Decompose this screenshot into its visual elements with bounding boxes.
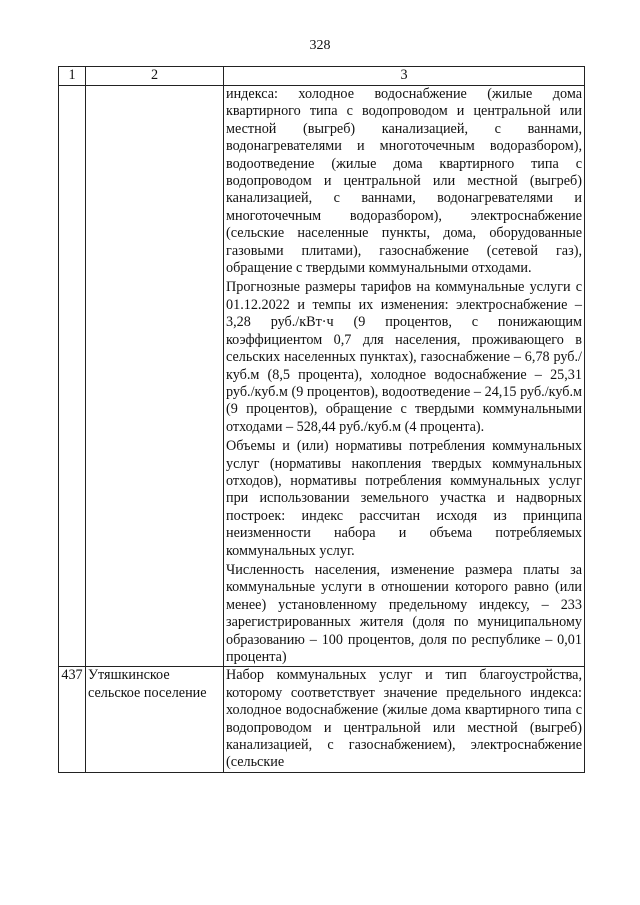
- row-number-cell: 437: [59, 667, 86, 772]
- description-cell: [224, 86, 585, 667]
- table-row-437: [59, 667, 585, 772]
- page-number: 328: [309, 38, 331, 53]
- table-header-row: [59, 67, 585, 86]
- paragraph-tariffs: Прогнозные размеры тарифов на коммунальные услуги с 01.12.2022 и темпы их изменения: электроснабжение – 3,28 руб./кВт·ч (9 процентов, с понижающим коэффициентом 0,7 для населения, проживающего в сельских населенных пунктах), газоснабжение – 6,78 руб./куб.м (8,5 процента), холодное водоснабжение – 25,31 руб./куб.м (9 процентов), водоотведение – 24,15 руб./куб.м (9 процентов), обращение с твердыми коммунальными отходами – 528,44 руб./куб.м (4 процента).: [226, 279, 582, 435]
- settlement-name-cell: [86, 667, 224, 772]
- row-number-cell: [59, 86, 86, 667]
- paragraph-services: индекса: холодное водоснабжение (жилые дома квартирного типа с водопроводом и центральной или местной (выгреб) канализацией, с ваннами, водонагревателями и многоточечным водоразбором), водоотведение (жилые дома квартирного типа с водопроводом и центральной или местной (выгреб) канализацией, с ваннами, водонагревателями и многоточечным водоразбором), электроснабжение (сельские населенные пункты, дома, оборудованные газовыми плитами), газоснабжение (сетевой газ), обращение с твердыми коммунальными отходами.: [226, 86, 582, 277]
- header-col-1: 1: [59, 67, 86, 86]
- header-col-2: 2: [86, 67, 224, 86]
- paragraph-services: Набор коммунальных услуг и тип благоустройства, которому соответствует значение предельного индекса: холодное водоснабжение (жилые дома квартирного типа с водопроводом и центральной или местной (выгреб) канализацией, с газоснабжением), электроснабжение (сельские: [226, 667, 582, 771]
- paragraph-volumes: Объемы и (или) нормативы потребления коммунальных услуг (нормативы накопления твердых коммунальных отходов), нормативы потребления коммунальных услуг при использовании земельного участка и надворных построек: индекс рассчитан исходя из принципа неизменности набора и объема потребляемых коммунальных услуг.: [226, 438, 582, 559]
- settlement-name: Утяшкинское сельское поселение: [88, 667, 207, 701]
- header-col-3: 3: [224, 67, 585, 86]
- table-row-continued: [59, 86, 585, 667]
- document-table: [58, 66, 585, 773]
- settlement-name-cell: [86, 86, 224, 667]
- description-cell: [224, 667, 585, 772]
- paragraph-population: Численность населения, изменение размера платы за коммунальные услуги в отношении которого равно (или менее) установленному предельному индексу, – 233 зарегистрированных жителя (доля по муниципальному образованию – 100 процентов, доля по республике – 0,01 процента): [226, 561, 582, 665]
